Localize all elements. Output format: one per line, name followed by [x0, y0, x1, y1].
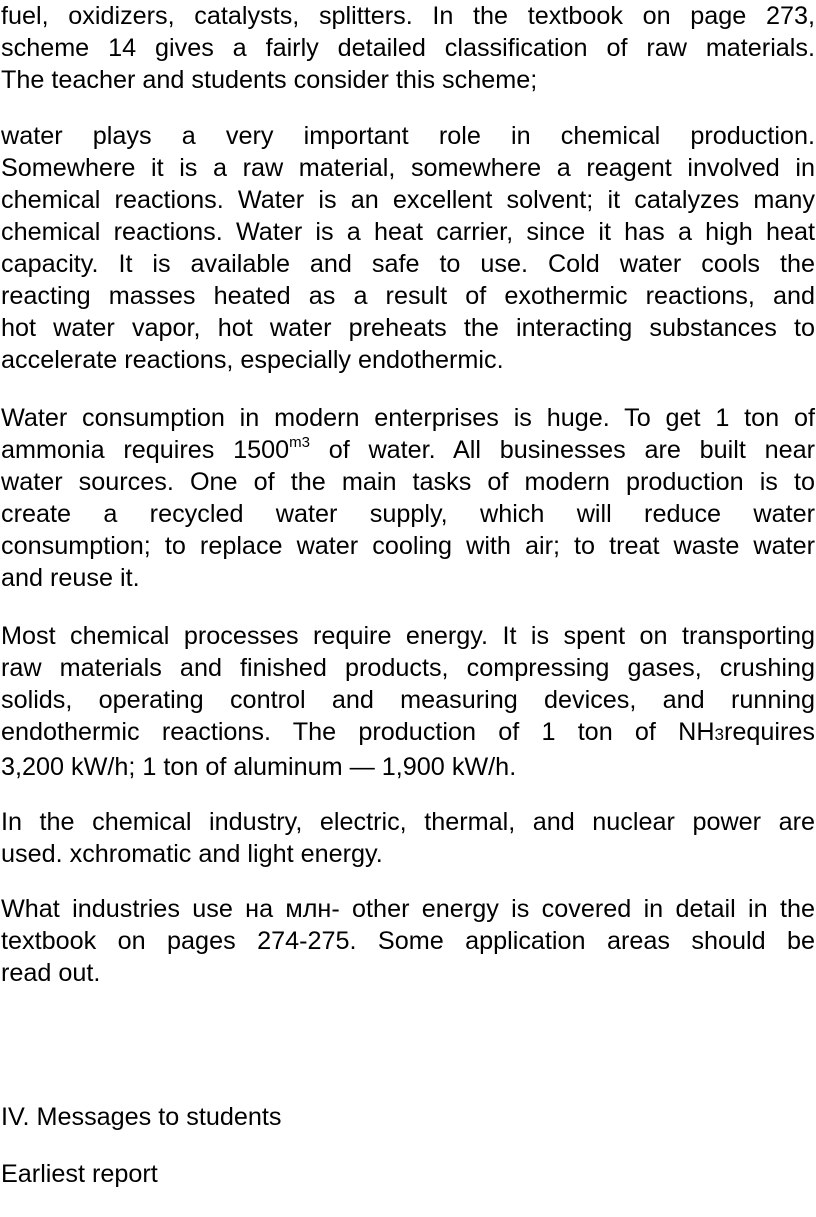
text-line: hot water vapor, hot water preheats the interacting substances to [1, 314, 815, 342]
text-line: The teacher and students consider this scheme; [1, 66, 538, 94]
section-heading-messages [1, 1101, 815, 1133]
text-line: In the chemical industry, electric, thermal, and nuclear power are [1, 808, 815, 836]
text-line: Most chemical processes require energy. It is spent on transporting [1, 622, 815, 650]
text-line: IV. Messages to students [1, 1103, 282, 1131]
text-fragment: requires [724, 718, 815, 746]
text-line: textbook on pages 274-275. Some application areas should be [1, 927, 815, 955]
text-line: Earliest report [1, 1160, 158, 1188]
text-fragment: of water. All businesses are built near [309, 436, 815, 464]
text-line: capacity. It is available and safe to use. Cold water cools the [1, 250, 815, 278]
text-line: consumption; to replace water cooling with air; to treat waste water [1, 532, 815, 560]
text-line: chemical reactions. Water is a heat carrier, since it has a high heat [1, 218, 815, 246]
text-fragment: ammonia requires 1500 [1, 436, 290, 464]
paragraph-earliest-report [1, 1158, 815, 1190]
text-line: raw materials and finished products, compressing gases, crushing [1, 654, 815, 682]
paragraph-raw-materials [1, 0, 815, 96]
text-line: Somewhere it is a raw material, somewhere a reagent involved in [1, 154, 815, 182]
text-line-with-superscript [1, 434, 815, 466]
text-line: Water consumption in modern enterprises is huge. To get 1 ton of [1, 404, 815, 432]
paragraph-power-types [1, 806, 815, 870]
text-line: used. xchromatic and light energy. [1, 840, 383, 868]
formula-subscript: 3 [714, 725, 724, 744]
text-line: reacting masses heated as a result of exothermic reactions, and [1, 282, 815, 310]
text-line: fuel, oxidizers, catalysts, splitters. In the textbook on page 273, [1, 2, 815, 30]
paragraph-industries [1, 893, 815, 989]
text-line: create a recycled water supply, which will reduce water [1, 500, 815, 528]
text-line: read out. [1, 959, 101, 987]
paragraph-energy [1, 620, 815, 783]
text-line: solids, operating control and measuring devices, and running [1, 686, 815, 714]
text-line: accelerate reactions, especially endothermic. [1, 346, 504, 374]
text-fragment: endothermic reactions. The production of 1 ton of NH [1, 718, 715, 746]
text-line: 3,200 kW/h; 1 ton of aluminum — 1,900 kW/h. [1, 753, 517, 781]
text-line: and reuse it. [1, 564, 140, 592]
text-line: water sources. One of the main tasks of modern production is to [1, 468, 815, 496]
text-line: scheme 14 gives a fairly detailed classification of raw materials. [1, 34, 815, 62]
text-line: water plays a very important role in chemical production. [1, 122, 815, 150]
text-line-with-formula [1, 716, 815, 751]
text-line: What industries use на млн- other energy is covered in detail in the [1, 895, 815, 923]
paragraph-water-role [1, 120, 815, 376]
text-line: chemical reactions. Water is an excellent solvent; it catalyzes many [1, 186, 815, 214]
unit-superscript: m3 [289, 433, 310, 451]
paragraph-water-consumption [1, 402, 815, 594]
